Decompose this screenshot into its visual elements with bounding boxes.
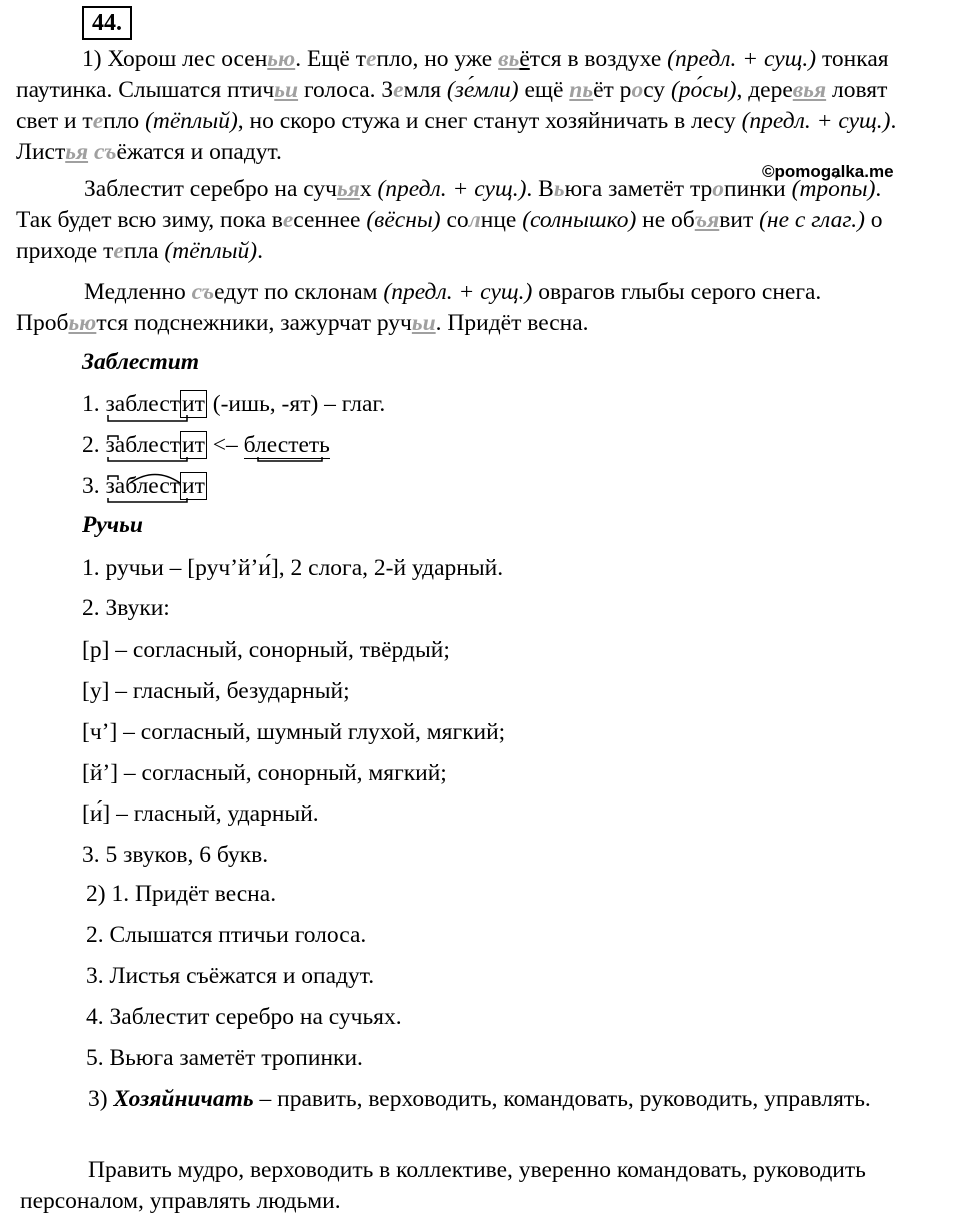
task3-examples <box>20 1155 900 1217</box>
text: юга заметёт тр <box>564 176 713 202</box>
highlight: вья <box>792 77 827 103</box>
watermark: ©pomogalka.me <box>762 162 894 181</box>
highlight: ъя <box>694 207 720 233</box>
highlight: ью <box>68 310 97 336</box>
sound-row: [й’] – согласный, сонорный, мягкий; <box>82 760 447 786</box>
task2-item: 5. Вьюга заметёт тропинки. <box>86 1045 363 1071</box>
note: (предл. + сущ.) <box>741 108 891 134</box>
text: пло <box>103 108 146 134</box>
word-stem: заблест <box>105 473 181 499</box>
parse1-title: Заблестит <box>82 349 200 375</box>
text: . Лист <box>16 108 897 165</box>
parse2-title: Ручьи <box>82 512 143 538</box>
sound-row: [у] – гласный, безударный; <box>82 678 350 704</box>
text: ещё <box>518 77 570 103</box>
text: сеннее <box>293 207 367 233</box>
parse2-line-1: 1. ручьи – [руч’й’и́], 2 слога, 2-й ударный. <box>82 555 504 581</box>
note: (солнышко) <box>522 207 637 233</box>
task2-item: 2) 1. Придёт весна. <box>86 881 277 907</box>
text: , дере <box>736 77 793 103</box>
text: со <box>440 207 469 233</box>
text: тся в воздухе <box>529 46 668 72</box>
text: тонкая паутинка. Слышатся птич <box>16 46 889 103</box>
text: – править, верховодить, командовать, руководить, управлять. <box>253 1086 871 1112</box>
text: вит <box>719 207 760 233</box>
text: Медленно <box>84 279 192 305</box>
item-number: 1. <box>82 391 100 417</box>
text: едут по склонам <box>214 279 384 305</box>
parse2-line-3: 3. 5 звуков, 6 букв. <box>82 842 269 868</box>
note: (тро́пы) <box>791 176 876 202</box>
headword: Хозяйничать <box>113 1086 254 1112</box>
text: ёжатся и опадут. <box>116 139 282 165</box>
text: ё <box>519 46 530 72</box>
task2-item: 4. Заблестит серебро на сучьях. <box>86 1004 402 1030</box>
highlight: е <box>365 46 377 72</box>
text: о приходе т <box>16 207 883 264</box>
text: . Ещё т <box>295 46 366 72</box>
text: х <box>359 176 378 202</box>
item-number: 2. <box>82 432 100 458</box>
highlight: ьи <box>274 77 299 103</box>
note: (зе́мли) <box>446 77 519 103</box>
note: (не с глаг.) <box>759 207 865 233</box>
word-stem: заблест <box>105 432 181 458</box>
paragraph-1 <box>16 44 916 168</box>
text: . Придёт весна. <box>435 310 589 336</box>
highlight: е <box>113 238 124 264</box>
item-number: 3) <box>88 1086 114 1112</box>
highlight: о <box>712 176 725 202</box>
note: (предл. + сущ.) <box>383 279 533 305</box>
text: . <box>257 238 264 264</box>
text: тся подснежники, зажурчат руч <box>96 310 412 336</box>
text: Заблестит серебро на суч <box>84 176 337 202</box>
highlight: ья <box>336 176 360 202</box>
text: мля <box>403 77 447 103</box>
highlight: е <box>393 77 404 103</box>
text: . В <box>526 176 554 202</box>
word-stem: заблест <box>105 391 181 417</box>
task3-definition <box>20 1084 900 1115</box>
highlight: л <box>468 207 481 233</box>
text: пинки <box>724 176 792 202</box>
paragraph-2 <box>16 174 916 267</box>
highlight: ьи <box>411 310 436 336</box>
highlight: съ <box>191 279 215 305</box>
text: ёт р <box>593 77 632 103</box>
word-ending: ит <box>182 391 205 417</box>
parse1-line-3 <box>82 472 207 500</box>
note: (тёплый) <box>145 108 238 134</box>
sound-row: [р] – согласный, сонорный, твёрдый; <box>82 637 450 663</box>
source-word: блестеть <box>243 432 330 458</box>
text: нце <box>480 207 523 233</box>
sound-row: [и́] – гласный, ударный. <box>82 801 319 827</box>
text: су <box>643 77 671 103</box>
highlight: пь <box>569 77 594 103</box>
note: (вёсны) <box>366 207 441 233</box>
task2-item: 3. Листья съёжатся и опадут. <box>86 963 375 989</box>
parse1-line-1 <box>82 390 385 418</box>
exercise-number: 44. <box>82 6 132 40</box>
highlight: ья <box>65 139 89 165</box>
note: (ро́сы) <box>670 77 737 103</box>
text: не об <box>636 207 695 233</box>
note: (тёплый) <box>164 238 258 264</box>
highlight: ью <box>267 46 296 72</box>
word-ending: ит <box>182 432 205 458</box>
text: , но скоро стужа и снег станут хозяйничать в лесу <box>237 108 742 134</box>
highlight: съ <box>93 139 117 165</box>
highlight: о <box>631 77 644 103</box>
parse2-line-2: 2. Звуки: <box>82 595 170 621</box>
highlight: е <box>92 108 104 134</box>
paragraph-3 <box>16 277 916 339</box>
note: (предл. + сущ.) <box>667 46 817 72</box>
highlight: вь <box>498 46 520 72</box>
task2-item: 2. Слышатся птичьи голоса. <box>86 922 367 948</box>
text: пла <box>123 238 165 264</box>
highlight: е <box>282 207 294 233</box>
text: 1) Хорош лес осен <box>82 46 268 72</box>
text: (-ишь, -ят) – глаг. <box>206 391 386 417</box>
arrow: <– <box>206 432 244 458</box>
text: оврагов глыбы серого снега. Проб <box>16 279 822 336</box>
parse1-line-2 <box>82 431 330 459</box>
text: . Так будет всю зиму, пока в <box>16 176 882 233</box>
text: голоса. З <box>298 77 394 103</box>
sound-row: [ч’] – согласный, шумный глухой, мягкий; <box>82 719 506 745</box>
text: ловят свет и т <box>16 77 888 134</box>
highlight: ь <box>553 176 565 202</box>
text: пло, но уже <box>376 46 499 72</box>
note: (предл. + сущ.) <box>377 176 527 202</box>
text: Править мудро, верховодить в коллективе, уверенно командовать, руководить персоналом, управлять людьми. <box>20 1157 866 1214</box>
word-ending: ит <box>182 473 205 499</box>
item-number: 3. <box>82 473 100 499</box>
